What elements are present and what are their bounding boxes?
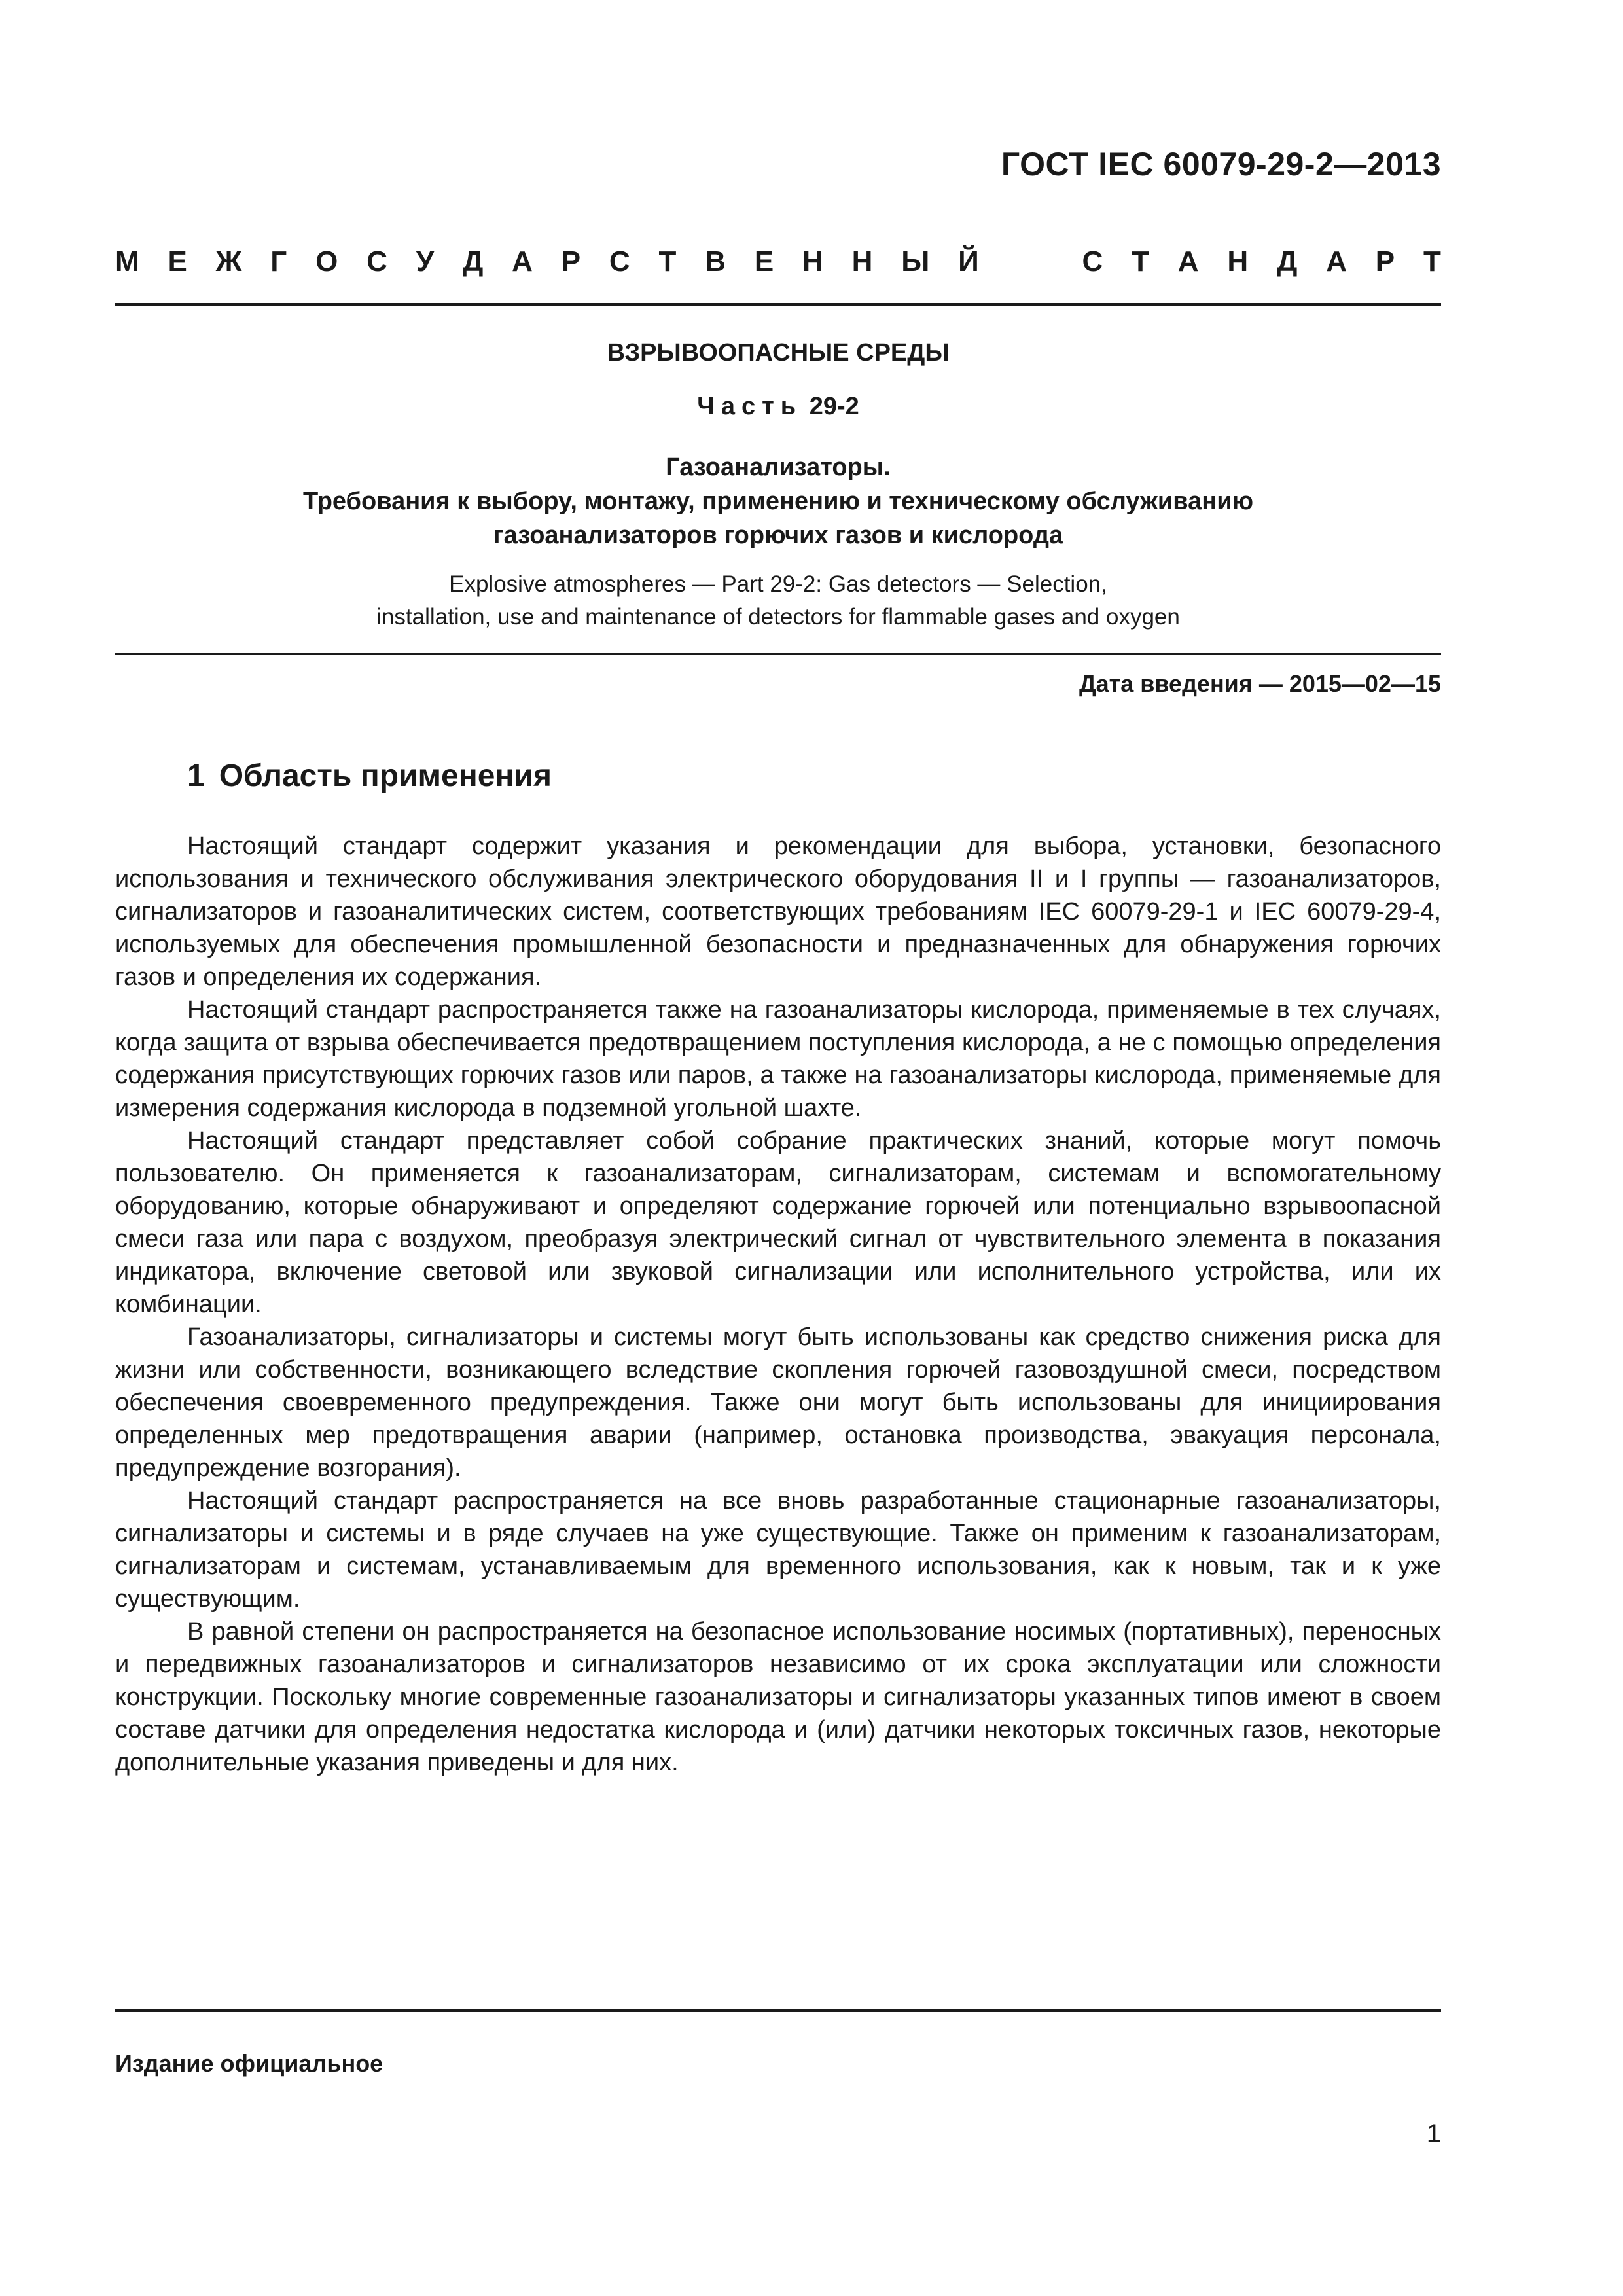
- letter: М: [115, 245, 139, 278]
- letter: Р: [1375, 245, 1395, 278]
- letter: О: [315, 245, 338, 278]
- paragraph: Настоящий стандарт представляет собой собрание практических знаний, которые могут помочь пользователю. Он применяется к газоанализаторам, сигнализаторам, системам и вспомогательному оборудованию, которые обнаруживают и определяют содержание горючей или потенциально взрывоопасной смеси газа или пара с воздухом, преобразуя электрический сигнал от чувствительного элемента в показания индикатора, включение световой или звуковой сигнализации или исполнительного устройства, или их комбинации.: [115, 1127, 1441, 1318]
- section-body: [115, 830, 1441, 1779]
- letter: Ы: [901, 245, 930, 278]
- page-number: 1: [1426, 2119, 1441, 2148]
- title-divider: [115, 653, 1441, 655]
- letter: А: [1326, 245, 1347, 278]
- letter: С: [1082, 245, 1103, 278]
- introduction-date: Дата введения — 2015—02—15: [1079, 670, 1441, 697]
- paragraph: В равной степени он распространяется на безопасное использование носимых (портативных), переносных и передвижных газоанализаторов и сигнализаторов независимо от их срока эксплуатации или сложности конструкции. Поскольку многие современные газоанализаторы и сигнализаторы указанных типов имеют в своем составе датчики для определения недостатка кислорода и (или) датчики некоторых токсичных газов, некоторые дополнительные указания приведены и для них.: [115, 1618, 1441, 1776]
- footer-divider: [115, 2009, 1441, 2012]
- letter: Н: [851, 245, 873, 278]
- part-heading: [115, 393, 1441, 421]
- letter: Е: [168, 245, 187, 278]
- letter: Д: [1277, 245, 1298, 278]
- letter: Н: [802, 245, 823, 278]
- edition-label: Издание официальное: [115, 2050, 383, 2077]
- part-label: Часть: [697, 393, 803, 420]
- letter: Т: [1423, 245, 1441, 278]
- letter: Ж: [215, 245, 242, 278]
- letter: Т: [1132, 245, 1149, 278]
- subtitle-line: газоанализаторов горючих газов и кислорода: [493, 522, 1063, 549]
- interstate-standard-heading: [115, 242, 1441, 281]
- subtitle-line: Требования к выбору, монтажу, применению и техническому обслуживанию: [302, 488, 1254, 515]
- letter: Д: [462, 245, 484, 278]
- paragraph: Настоящий стандарт распространяется на все вновь разработанные стационарные газоанализаторы, сигнализаторы и системы и в ряде случаев на уже существующие. Также он применим к газоанализаторам, сигнализаторам и системам, устанавливаемым для временного использования, как к новым, так и к уже существующим.: [115, 1487, 1441, 1613]
- letter: В: [705, 245, 726, 278]
- section-heading: [187, 758, 552, 794]
- english-title-line: Explosive atmospheres — Part 29-2: Gas detectors — Selection,: [449, 571, 1107, 597]
- letter: Е: [754, 245, 774, 278]
- section-number: 1: [187, 759, 205, 793]
- letter: Т: [658, 245, 677, 278]
- paragraph: Настоящий стандарт содержит указания и рекомендации для выбора, установки, безопасного использования и технического обслуживания электрического оборудования II и I группы — газоанализаторов, сигнализаторов и газоаналитических систем, соответствующих требованиям IEC 60079-29-1 и IEC 60079-29-4, используемых для обеспечения промышленной безопасности и предназначенных для обнаружения горючих газов и определения их содержания.: [115, 833, 1441, 991]
- letter: С: [366, 245, 387, 278]
- part-number: 29-2: [809, 393, 859, 420]
- english-title-line: installation, use and maintenance of detectors for flammable gases and oxygen: [376, 604, 1180, 630]
- paragraph: Настоящий стандарт распространяется также на газоанализаторы кислорода, применяемые в тех случаях, когда защита от взрыва обеспечивается предотвращением поступления кислорода, а не с помощью определения содержания присутствующих горючих газов или паров, а также на газоанализаторы кислорода, применяемые для измерения содержания кислорода в подземной угольной шахте.: [115, 996, 1441, 1122]
- section-title: Область применения: [219, 759, 552, 793]
- subtitle-line: Газоанализаторы.: [666, 454, 891, 481]
- paragraph: Газоанализаторы, сигнализаторы и системы могут быть использованы как средство снижения риска для жизни или собственности, возникающего вследствие скопления горючей газовоздушной смеси, посредством обеспечения своевременного предупреждения. Также они могут быть использованы для инициирования определенных мер предотвращения аварии (например, остановка производства, эвакуация персонала, предупреждение возгорания).: [115, 1323, 1441, 1482]
- main-title: ВЗРЫВООПАСНЫЕ СРЕДЫ: [607, 339, 950, 367]
- english-title: [115, 568, 1441, 634]
- letter: Р: [561, 245, 581, 278]
- letter: У: [416, 245, 435, 278]
- letter: Й: [958, 245, 979, 278]
- letter: А: [1177, 245, 1199, 278]
- header-divider: [115, 303, 1441, 306]
- subtitle: [115, 450, 1441, 552]
- document-code: ГОСТ IEC 60079-29-2—2013: [1001, 146, 1441, 183]
- letter: С: [609, 245, 630, 278]
- letter: Н: [1227, 245, 1249, 278]
- letter: А: [512, 245, 533, 278]
- letter: Г: [270, 245, 287, 278]
